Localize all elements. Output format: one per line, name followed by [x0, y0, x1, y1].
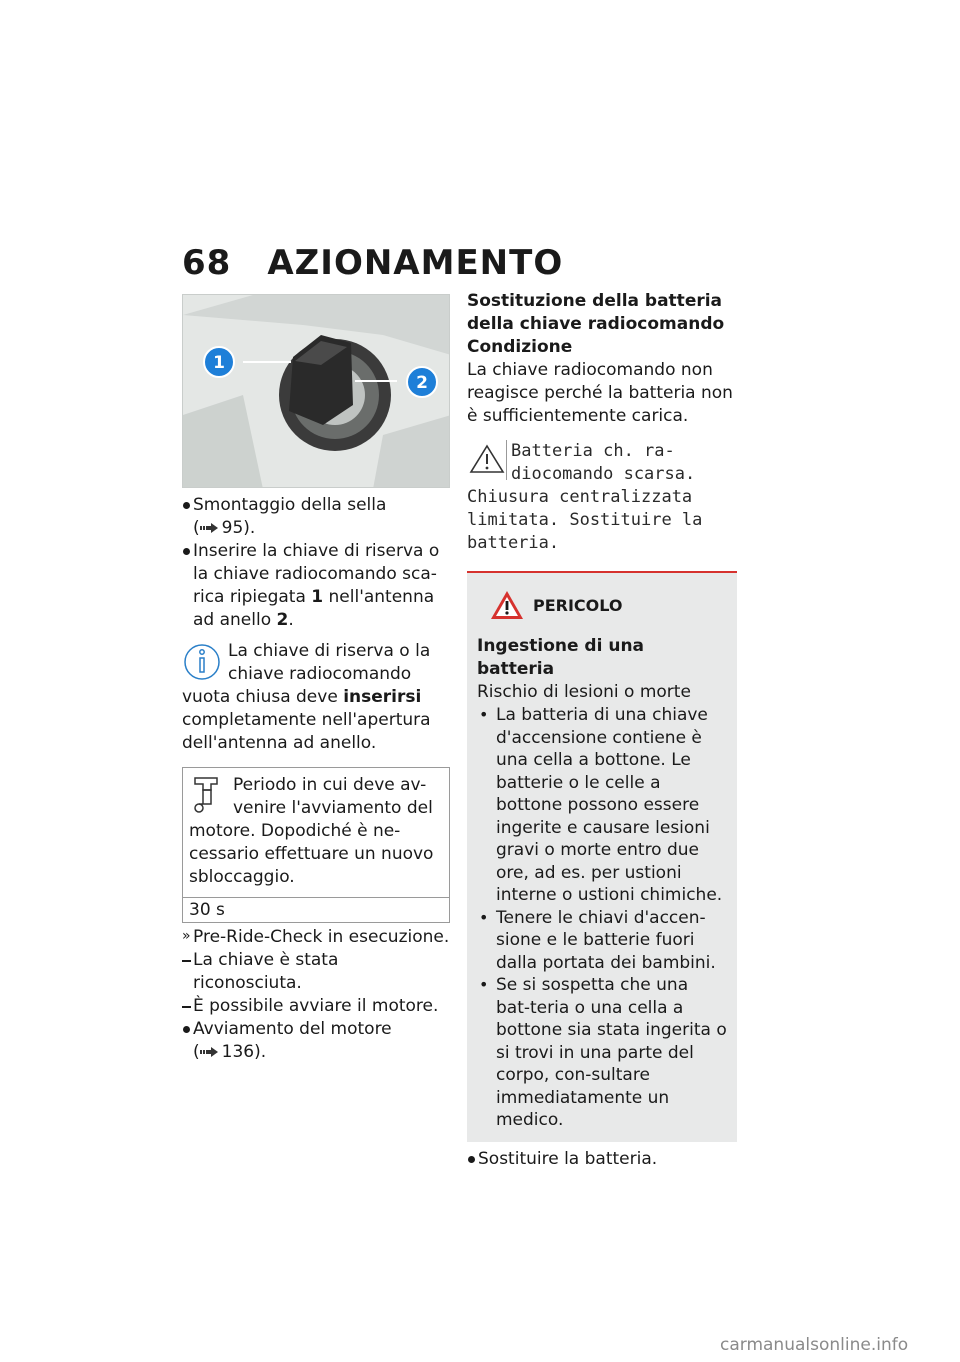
- list-item: La chiave è stata riconosciuta.: [182, 949, 450, 995]
- key-tool-icon: [189, 774, 225, 818]
- list-item: È possibile avviare il motore.: [182, 995, 450, 1018]
- disassembly-steps: [182, 494, 450, 632]
- info-icon: [182, 640, 222, 686]
- start-period-table: [182, 767, 450, 923]
- right-column: [467, 290, 737, 1171]
- page-header: [182, 243, 563, 283]
- table-description-cell: Periodo in cui deve av-venire l'avviamento del motore. Dopodiché è ne-cessario effettuare un nuovo sbloccaggio.: [189, 775, 434, 887]
- list-item: » Pre-Ride-Check in esecuzione.: [182, 926, 450, 949]
- info-note: La chiave di riserva o la chiave radiocomando vuota chiusa deve inserirsi completamente nell'apertura dell'antenna ad anello.: [182, 641, 431, 753]
- list-item: Smontaggio della sella ( 95).: [182, 494, 450, 540]
- list-item: • La batteria di una chiave d'accensione contiene è una cella a bottone. Le batterie o le celle a bottone possono essere ingerite e causare lesioni gravi o morte entro due ore, ad es. per ustioni interne o ustioni chimiche.: [477, 704, 727, 907]
- final-steps: [467, 1148, 737, 1171]
- key-antenna-photo: [182, 294, 450, 488]
- page-reference-arrow-icon: [200, 1047, 218, 1057]
- danger-title: Ingestione di una batteria: [477, 636, 645, 679]
- danger-subtitle: Rischio di lesioni o morte: [477, 682, 691, 702]
- list-item: Sostituire la batteria.: [467, 1148, 737, 1171]
- page-reference-arrow-icon: [200, 523, 218, 533]
- watermark: carmanualsonline.info: [720, 1335, 909, 1355]
- callout-2-label: 2: [416, 373, 428, 393]
- left-column: [182, 294, 450, 1064]
- result-steps: [182, 926, 450, 1064]
- condition-heading: Condizione: [467, 337, 573, 357]
- danger-list: [477, 704, 727, 1132]
- danger-triangle-icon: [489, 589, 525, 621]
- key-antenna-illustration: [183, 295, 450, 488]
- danger-box: [467, 571, 737, 1142]
- condition-text: La chiave radiocomando non reagisce perché la batteria non è sufficientemente carica.: [467, 360, 733, 426]
- callout-1-label: 1: [213, 353, 225, 373]
- section-heading: Sostituzione della batteria della chiave radiocomando: [467, 291, 725, 334]
- list-item: Avviamento del motore ( 136).: [182, 1018, 450, 1064]
- page-title: AZIONAMENTO: [267, 243, 564, 283]
- danger-header: [489, 589, 727, 621]
- danger-label: PERICOLO: [533, 595, 623, 615]
- warning-triangle-icon: [467, 440, 507, 484]
- display-message: Batteria ch. ra-diocomando scarsa. Chiusura centralizzata limitata. Sostituire la batteria.: [467, 441, 703, 553]
- list-item: • Tenere le chiavi d'accen-sione e le batterie fuori dalla portata dei bambini.: [477, 907, 727, 975]
- list-item: Inserire la chiave di riserva o la chiave radiocomando sca-rica ripiegata 1 nell'antenna ad anello 2.: [182, 540, 450, 632]
- list-item: • Se si sospetta che una bat-teria o una cella a bottone sia stata ingerita o si trovi in una parte del corpo, con-sultare immediatamente un medico.: [477, 974, 727, 1132]
- page-number: 68: [182, 243, 232, 283]
- table-value-cell: 30 s: [183, 897, 449, 922]
